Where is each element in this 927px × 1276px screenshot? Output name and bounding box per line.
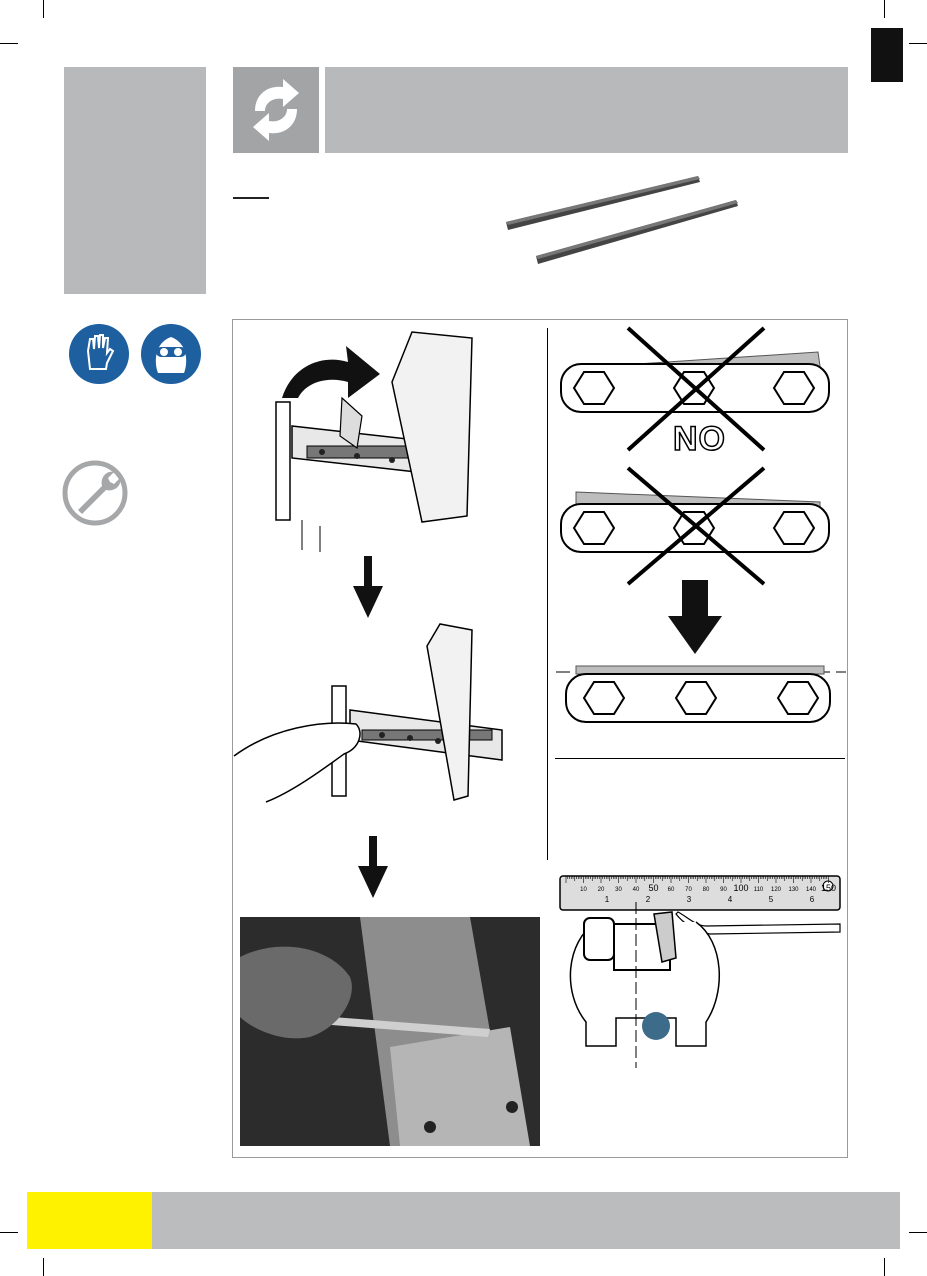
crop-mark xyxy=(0,43,18,44)
ruler-mm-label: 70 xyxy=(685,887,692,893)
ruler-inch-label: 3 xyxy=(686,895,692,904)
chapter-tab xyxy=(871,28,903,82)
arrow-down-icon xyxy=(668,580,722,654)
crop-mark xyxy=(909,43,927,44)
ruler-inch-label: 2 xyxy=(645,895,651,904)
underline-rule xyxy=(233,197,269,199)
footer-bar xyxy=(152,1192,900,1249)
crop-mark xyxy=(884,1258,885,1276)
blade-removal-illustration xyxy=(262,326,502,556)
side-panel xyxy=(64,67,206,294)
footer-page-tab xyxy=(27,1192,152,1249)
ruler-mm-label: 100 xyxy=(733,883,749,893)
ruler-mm-label: 140 xyxy=(805,887,817,893)
ruler-mm-label: 10 xyxy=(580,887,587,893)
crop-mark xyxy=(909,1232,927,1233)
ruler-inch-label: 6 xyxy=(809,895,815,904)
ruler-inch-label: 1 xyxy=(604,895,610,904)
safety-gloves-icon xyxy=(68,323,130,385)
crop-mark xyxy=(884,0,885,18)
divider-horizontal xyxy=(555,758,845,759)
safety-goggles-icon xyxy=(140,323,202,385)
crop-mark xyxy=(0,1232,18,1233)
correct-blade-position xyxy=(556,660,846,732)
ruler-mm-label: 150 xyxy=(820,883,837,893)
ruler-mm-label: 120 xyxy=(770,887,782,893)
ruler-inch-label: 5 xyxy=(768,895,774,904)
crop-mark xyxy=(43,1258,44,1276)
ruler-inch-label: 4 xyxy=(727,895,733,904)
divider-vertical xyxy=(547,328,548,860)
swap-arrows-icon xyxy=(233,67,319,153)
ruler-mm-label: 30 xyxy=(615,887,622,893)
blade-height-gauge-illustration xyxy=(556,872,846,1068)
arrow-down-icon xyxy=(358,836,388,898)
crop-mark xyxy=(43,0,44,18)
ruler-mm-label: 110 xyxy=(753,887,764,893)
ruler-mm-label: 50 xyxy=(648,883,659,893)
ruler-mm-label: 130 xyxy=(788,887,799,893)
blade-insert-illustration xyxy=(232,620,532,810)
incorrect-blade-position-2 xyxy=(556,466,846,586)
header-bar xyxy=(325,67,848,153)
ruler-mm-label: 90 xyxy=(720,887,727,893)
header-icon-box xyxy=(233,67,319,153)
arrow-down-icon xyxy=(353,556,383,618)
ruler-mm-label: 80 xyxy=(702,887,710,893)
ruler-mm-label: 40 xyxy=(632,887,640,893)
planer-blades-image xyxy=(500,170,750,270)
blade-setting-photo xyxy=(240,917,540,1146)
no-label: NO xyxy=(673,420,726,458)
ruler-mm-label: 60 xyxy=(667,887,675,893)
wrench-icon xyxy=(62,460,132,526)
ruler-mm-label: 20 xyxy=(597,887,605,893)
